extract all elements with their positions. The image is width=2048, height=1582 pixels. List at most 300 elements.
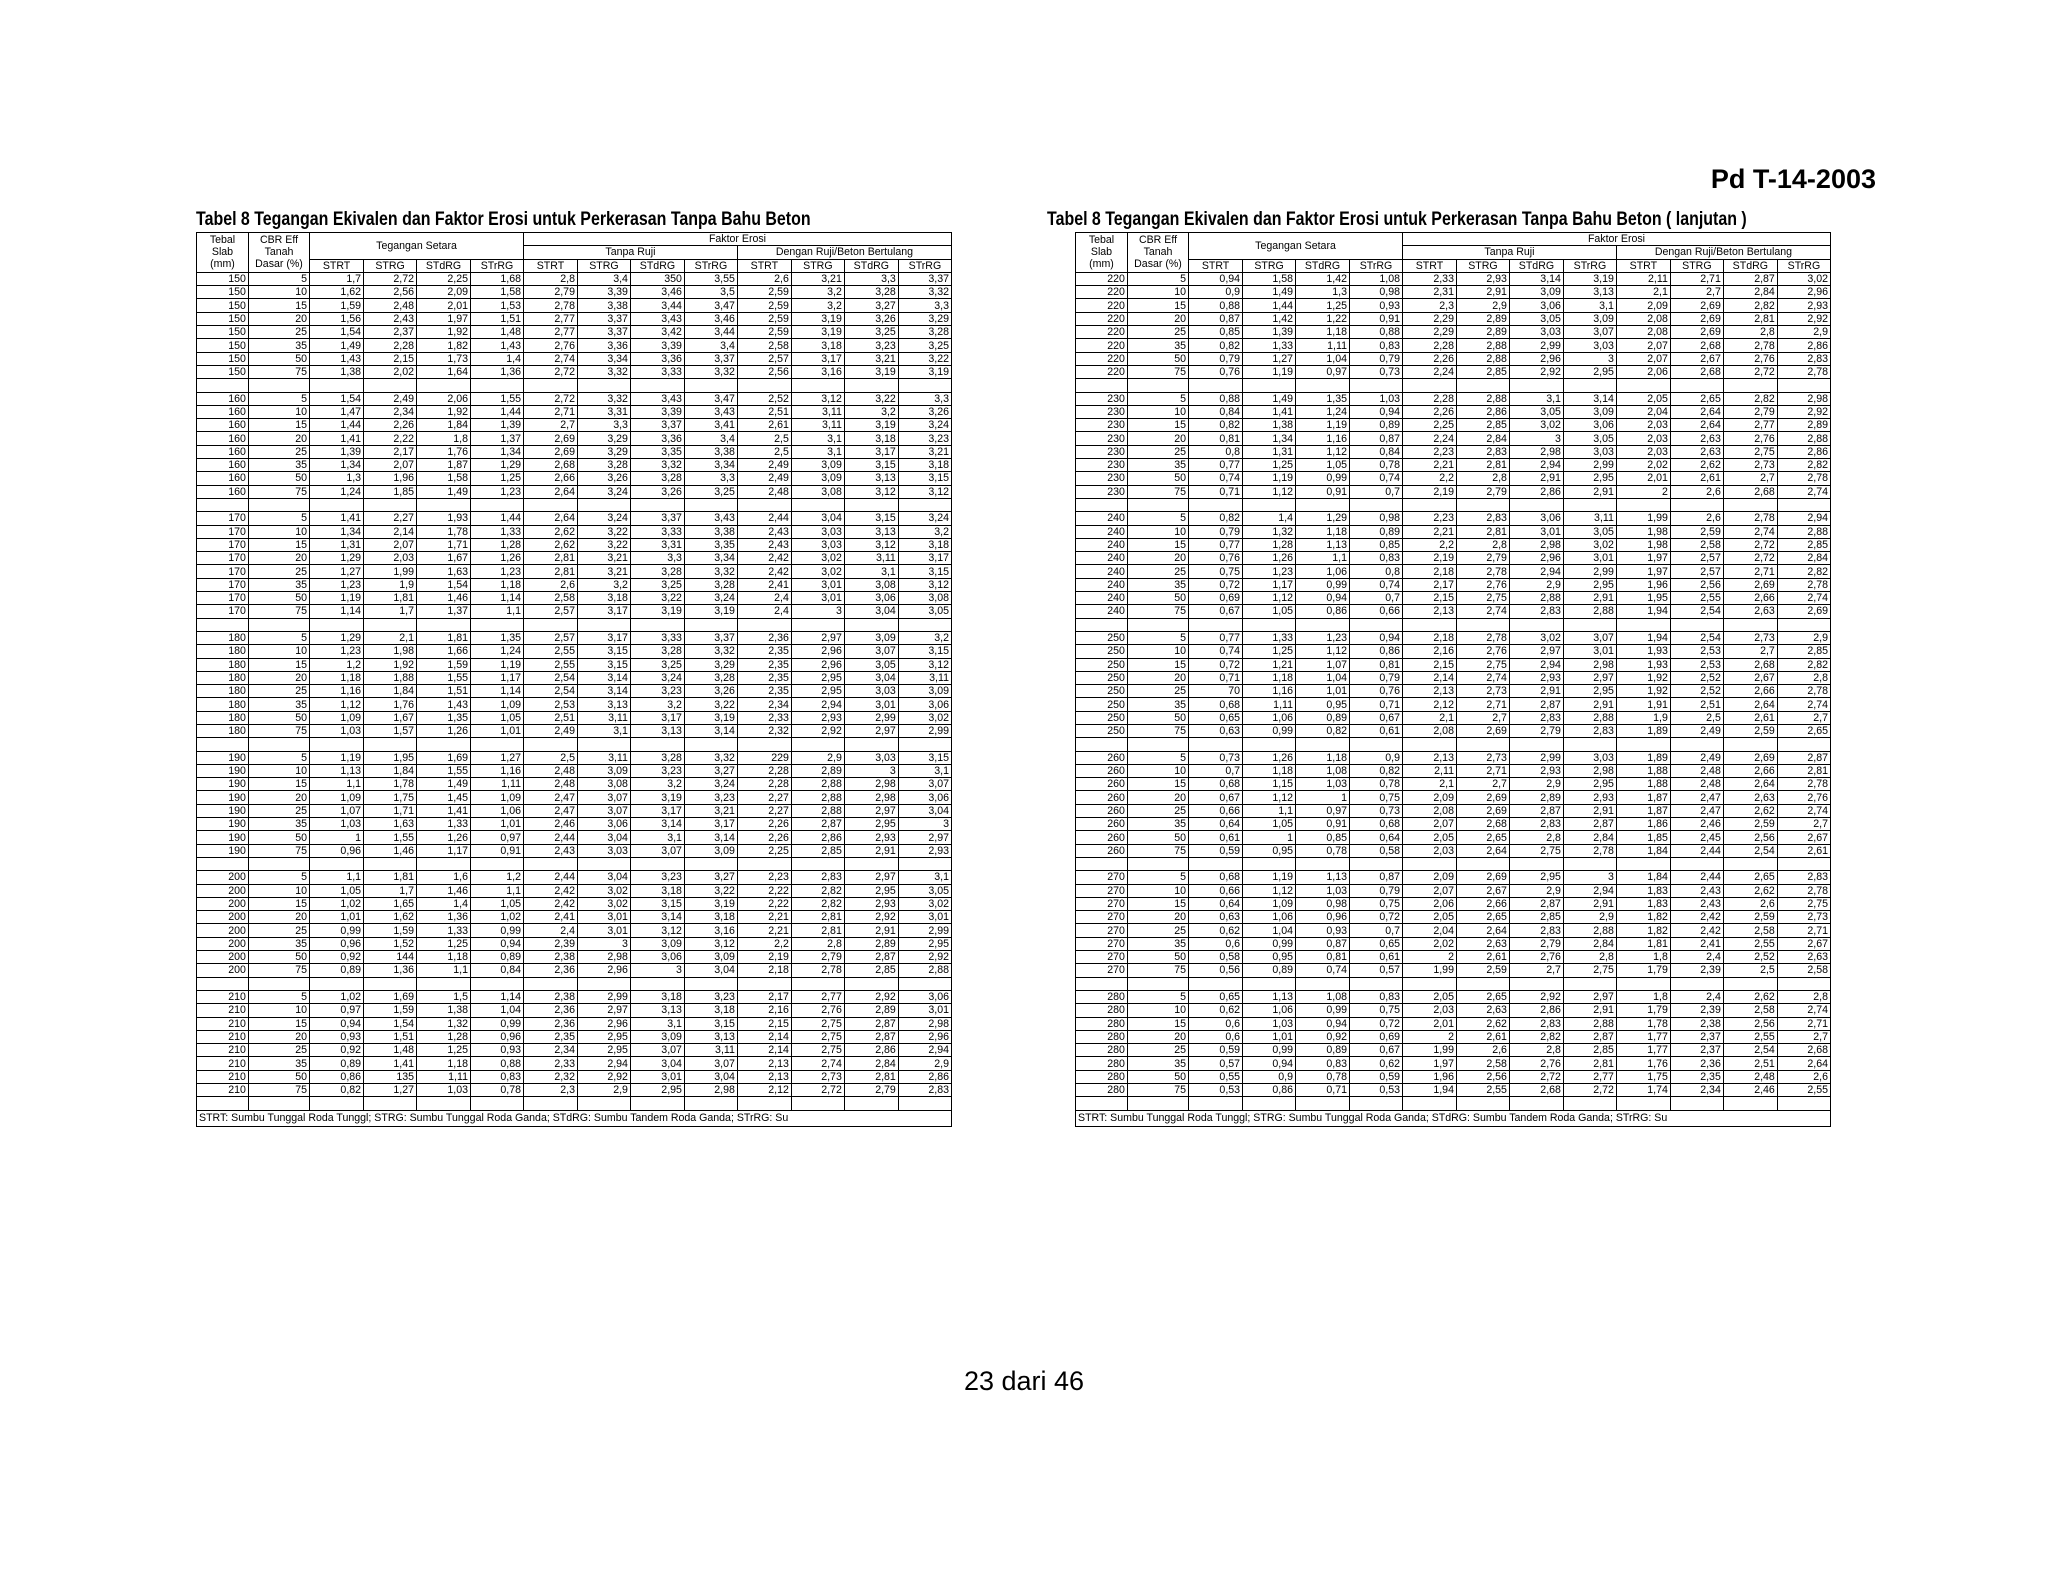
table-cell: 2,02 xyxy=(364,365,417,378)
table-cell: 2,84 xyxy=(1563,831,1616,844)
table-cell: 1,68 xyxy=(471,272,524,285)
table-cell: 3,32 xyxy=(630,459,684,472)
table-cell: 35 xyxy=(1127,459,1188,472)
table-cell: 2,58 xyxy=(737,339,791,352)
empty-cell xyxy=(1616,977,1670,990)
table-cell: 2,62 xyxy=(523,538,577,551)
table-cell: 1,19 xyxy=(1296,419,1350,432)
table-cell: 0,82 xyxy=(1189,512,1243,525)
table-cell: 2,75 xyxy=(1456,658,1509,671)
table-cell: 0,83 xyxy=(1350,552,1403,565)
empty-cell xyxy=(1616,857,1670,870)
table-cell: 2,87 xyxy=(844,1017,898,1030)
table-cell: 2,76 xyxy=(1777,791,1830,804)
table-cell: 2,42 xyxy=(737,565,791,578)
table-cell: 3,32 xyxy=(684,645,737,658)
table-cell: 2,75 xyxy=(1509,844,1563,857)
table-cell: 2,29 xyxy=(1402,312,1456,325)
empty-cell xyxy=(471,1097,524,1110)
table-cell: 2,97 xyxy=(844,871,898,884)
table-cell: 1,64 xyxy=(417,365,471,378)
table-cell: 2,47 xyxy=(523,791,577,804)
table-cell: 1,26 xyxy=(1243,552,1296,565)
table-cell: 0,86 xyxy=(1296,605,1350,618)
table-cell: 2,39 xyxy=(1670,1004,1723,1017)
table-cell: 10 xyxy=(248,645,309,658)
empty-cell xyxy=(197,1097,249,1110)
table-cell: 3,19 xyxy=(630,791,684,804)
table-cell: 3,04 xyxy=(844,671,898,684)
table-cell: 2,95 xyxy=(1509,871,1563,884)
table-cell: 1,05 xyxy=(1243,605,1296,618)
table-cell: 0,73 xyxy=(1350,804,1403,817)
table-cell: 1,97 xyxy=(1402,1057,1456,1070)
table-cell: 1,51 xyxy=(417,685,471,698)
table-cell: 2,94 xyxy=(577,1057,630,1070)
table-cell: 230 xyxy=(1076,485,1128,498)
table-cell: 2,77 xyxy=(1563,1070,1616,1083)
table-cell: 5 xyxy=(1127,871,1188,884)
col-header-stdrg: STdRG xyxy=(630,259,684,272)
table-cell: 3,19 xyxy=(791,326,844,339)
empty-cell xyxy=(1296,977,1350,990)
table-cell: 2,21 xyxy=(1402,525,1456,538)
table-row xyxy=(1076,711,1831,724)
table-cell: 50 xyxy=(248,352,309,365)
table-cell: 270 xyxy=(1076,951,1128,964)
table-cell: 2,59 xyxy=(1723,818,1777,831)
table-cell: 200 xyxy=(197,937,249,950)
table-cell: 2,86 xyxy=(791,831,844,844)
table-row xyxy=(1076,326,1831,339)
col-header-stdrg: STdRG xyxy=(844,259,898,272)
group-spacer-row xyxy=(197,498,952,511)
table-cell: 0,7 xyxy=(1350,924,1403,937)
table-cell: 5 xyxy=(248,990,309,1003)
table-cell: 2,09 xyxy=(1402,871,1456,884)
table-cell: 0,62 xyxy=(1350,1057,1403,1070)
table-cell: 2,83 xyxy=(1509,1017,1563,1030)
table-cell: 1,04 xyxy=(1296,352,1350,365)
table-cell: 1,34 xyxy=(310,525,364,538)
table-cell: 2,26 xyxy=(1402,352,1456,365)
table-cell: 0,59 xyxy=(1189,1044,1243,1057)
table-cell: 2,51 xyxy=(1723,1057,1777,1070)
table-cell: 2,68 xyxy=(1777,1044,1830,1057)
table-cell: 2,55 xyxy=(1670,592,1723,605)
table-cell: 190 xyxy=(197,791,249,804)
table-cell: 200 xyxy=(197,924,249,937)
col-header-strg: STRG xyxy=(1670,259,1723,272)
table-cell: 3,02 xyxy=(577,897,630,910)
table-cell: 35 xyxy=(1127,578,1188,591)
table-cell: 2,15 xyxy=(737,1017,791,1030)
table-cell: 2,68 xyxy=(1723,485,1777,498)
table-cell: 220 xyxy=(1076,352,1128,365)
table-cell: 3,12 xyxy=(898,658,951,671)
table-cell: 2,46 xyxy=(523,818,577,831)
table-cell: 1,12 xyxy=(1243,485,1296,498)
empty-cell xyxy=(197,738,249,751)
table-cell: 2,58 xyxy=(1670,538,1723,551)
table-row xyxy=(197,911,952,924)
empty-cell xyxy=(684,857,737,870)
table-cell: 0,67 xyxy=(1350,1044,1403,1057)
table-cell: 0,84 xyxy=(471,964,524,977)
table-cell: 2,78 xyxy=(1456,565,1509,578)
table-cell: 3,11 xyxy=(1563,512,1616,525)
table-cell: 0,92 xyxy=(310,1044,364,1057)
table-cell: 2,49 xyxy=(737,472,791,485)
table-cell: 1,06 xyxy=(1243,911,1296,924)
table-cell: 1,19 xyxy=(471,658,524,671)
table-cell: 2,82 xyxy=(1777,459,1830,472)
table-cell: 2,8 xyxy=(1509,1044,1563,1057)
table-cell: 2,85 xyxy=(1777,538,1830,551)
table-cell: 2,36 xyxy=(523,964,577,977)
table-cell: 3 xyxy=(577,937,630,950)
table-cell: 0,71 xyxy=(1189,671,1243,684)
empty-cell xyxy=(1350,857,1403,870)
col-header-strg: STRG xyxy=(577,259,630,272)
table-cell: 1,67 xyxy=(364,711,417,724)
table-cell: 2,23 xyxy=(1402,512,1456,525)
table-cell: 70 xyxy=(1189,685,1243,698)
table-cell: 2,92 xyxy=(844,911,898,924)
table-row xyxy=(197,924,952,937)
table-cell: 2,92 xyxy=(1509,990,1563,1003)
table-cell: 1,27 xyxy=(1243,352,1296,365)
table-cell: 1,25 xyxy=(1243,459,1296,472)
table-cell: 1,87 xyxy=(1616,791,1670,804)
col-header-cbr-line: Dasar (%) xyxy=(255,258,303,271)
table-cell: 2,4 xyxy=(1670,951,1723,964)
table-row xyxy=(1076,751,1831,764)
table-row xyxy=(197,525,952,538)
table-cell: 2,43 xyxy=(1670,897,1723,910)
empty-cell xyxy=(364,857,417,870)
table-cell: 10 xyxy=(1127,645,1188,658)
table-cell: 2,51 xyxy=(737,405,791,418)
table-row xyxy=(197,658,952,671)
table-cell: 2,75 xyxy=(791,1030,844,1043)
table-row xyxy=(1076,1030,1831,1043)
table-cell: 0,62 xyxy=(1189,1004,1243,1017)
table-cell: 3,32 xyxy=(684,565,737,578)
table-cell: 2,73 xyxy=(791,1070,844,1083)
table-cell: 25 xyxy=(1127,924,1188,937)
empty-cell xyxy=(197,498,249,511)
table-cell: 3,33 xyxy=(630,631,684,644)
empty-cell xyxy=(248,498,309,511)
table-cell: 25 xyxy=(1127,445,1188,458)
col-header-stdrg: STdRG xyxy=(1509,259,1563,272)
empty-cell xyxy=(1402,857,1456,870)
table-cell: 15 xyxy=(248,1017,309,1030)
table-cell: 250 xyxy=(1076,631,1128,644)
table-cell: 2,95 xyxy=(577,1044,630,1057)
table-row xyxy=(1076,392,1831,405)
table-cell: 2,91 xyxy=(1563,804,1616,817)
table-cell: 2,6 xyxy=(523,578,577,591)
table-cell: 3,09 xyxy=(684,951,737,964)
table-cell: 2,79 xyxy=(523,286,577,299)
empty-cell xyxy=(523,498,577,511)
table-cell: 0,82 xyxy=(1296,724,1350,737)
table-cell: 160 xyxy=(197,472,249,485)
table-cell: 2,64 xyxy=(523,512,577,525)
table-cell: 1,49 xyxy=(417,485,471,498)
table-cell: 2,48 xyxy=(1670,764,1723,777)
table-cell: 2,07 xyxy=(1402,884,1456,897)
table-cell: 2,74 xyxy=(1777,698,1830,711)
table-cell: 2,92 xyxy=(1777,312,1830,325)
table-cell: 2,95 xyxy=(844,818,898,831)
table-cell: 2,44 xyxy=(737,512,791,525)
table-cell: 1,38 xyxy=(1243,419,1296,432)
empty-cell xyxy=(684,1097,737,1110)
table-cell: 1,54 xyxy=(364,1017,417,1030)
table-row xyxy=(197,312,952,325)
table-cell: 1,81 xyxy=(364,592,417,605)
table-cell: 0,57 xyxy=(1350,964,1403,977)
table-cell: 3,36 xyxy=(630,352,684,365)
table-cell: 3,28 xyxy=(630,565,684,578)
table-cell: 1,62 xyxy=(310,286,364,299)
empty-cell xyxy=(1616,379,1670,392)
table-cell: 0,9 xyxy=(1350,751,1403,764)
table-cell: 2,51 xyxy=(1670,698,1723,711)
empty-cell xyxy=(310,1097,364,1110)
table-cell: 2,74 xyxy=(523,352,577,365)
table-cell: 2,43 xyxy=(364,312,417,325)
table-cell: 2,77 xyxy=(523,312,577,325)
table-cell: 3,12 xyxy=(844,538,898,551)
table-cell: 2,95 xyxy=(898,937,951,950)
table-cell: 200 xyxy=(197,871,249,884)
table-cell: 2,8 xyxy=(1777,990,1830,1003)
table-cell: 3,11 xyxy=(577,711,630,724)
table-cell: 1,56 xyxy=(310,312,364,325)
table-cell: 3,25 xyxy=(630,578,684,591)
table-cell: 2,64 xyxy=(1670,419,1723,432)
table-cell: 2,86 xyxy=(1509,485,1563,498)
table-cell: 1,07 xyxy=(1296,658,1350,671)
table-cell: 2,91 xyxy=(1563,1004,1616,1017)
table-cell: 0,76 xyxy=(1189,365,1243,378)
table-cell: 0,99 xyxy=(1243,1044,1296,1057)
empty-cell xyxy=(1777,857,1830,870)
table-cell: 3,07 xyxy=(630,844,684,857)
table-cell: 3 xyxy=(898,818,951,831)
table-cell: 2,83 xyxy=(1456,445,1509,458)
table-row xyxy=(197,339,952,352)
table-cell: 0,94 xyxy=(1243,1057,1296,1070)
table-cell: 1,8 xyxy=(1616,951,1670,964)
table-cell: 2,76 xyxy=(1456,645,1509,658)
table-cell: 2,54 xyxy=(523,685,577,698)
table-cell: 2,88 xyxy=(1456,392,1509,405)
table-cell: 3,07 xyxy=(1563,631,1616,644)
table-cell: 0,56 xyxy=(1189,964,1243,977)
table-cell: 2,91 xyxy=(1456,286,1509,299)
table-cell: 180 xyxy=(197,724,249,737)
col-header-strrg: STrRG xyxy=(1777,259,1830,272)
empty-cell xyxy=(684,498,737,511)
table-cell: 3,14 xyxy=(577,685,630,698)
table-cell: 2,99 xyxy=(1563,459,1616,472)
table-cell: 2,78 xyxy=(1563,844,1616,857)
table-cell: 3,15 xyxy=(630,897,684,910)
table-cell: 2,36 xyxy=(523,1017,577,1030)
table-cell: 2,65 xyxy=(1456,911,1509,924)
table-row xyxy=(1076,445,1831,458)
table-cell: 5 xyxy=(248,392,309,405)
col-header-cbr-line: Dasar (%) xyxy=(1134,258,1182,271)
table-cell: 2,93 xyxy=(1456,272,1509,285)
table-cell: 2,67 xyxy=(1723,671,1777,684)
table-cell: 1,84 xyxy=(1616,844,1670,857)
table-cell: 0,89 xyxy=(1350,525,1403,538)
table-cell: 2,36 xyxy=(523,1004,577,1017)
table-cell: 1,49 xyxy=(1243,286,1296,299)
table-cell: 2,63 xyxy=(1456,937,1509,950)
empty-cell xyxy=(1777,618,1830,631)
table-cell: 3,05 xyxy=(898,884,951,897)
table-cell: 3,24 xyxy=(577,485,630,498)
table-cell: 2,49 xyxy=(523,724,577,737)
table-cell: 35 xyxy=(248,698,309,711)
table-cell: 220 xyxy=(1076,299,1128,312)
table-cell: 3,19 xyxy=(791,312,844,325)
table-cell: 2,58 xyxy=(1456,1057,1509,1070)
table-cell: 2,48 xyxy=(364,299,417,312)
table-cell: 0,97 xyxy=(1296,804,1350,817)
table-cell: 0,98 xyxy=(1350,512,1403,525)
table-cell: 3,55 xyxy=(684,272,737,285)
table-row xyxy=(1076,924,1831,937)
table-row xyxy=(197,1044,952,1057)
table-cell: 10 xyxy=(248,405,309,418)
table-cell: 2,5 xyxy=(1670,711,1723,724)
table-cell: 3,01 xyxy=(791,578,844,591)
table-cell: 1,87 xyxy=(1616,804,1670,817)
table-cell: 3,07 xyxy=(577,791,630,804)
table-cell: 0,99 xyxy=(471,924,524,937)
empty-cell xyxy=(577,618,630,631)
empty-cell xyxy=(737,977,791,990)
table-cell: 2,26 xyxy=(737,831,791,844)
table-cell: 1,69 xyxy=(417,751,471,764)
table-cell: 0,97 xyxy=(310,1004,364,1017)
table-cell: 2,1 xyxy=(1402,711,1456,724)
table-cell: 3 xyxy=(1509,432,1563,445)
table-cell: 1,11 xyxy=(417,1070,471,1083)
table-cell: 35 xyxy=(1127,698,1188,711)
table-cell: 3,08 xyxy=(791,485,844,498)
table-cell: 3,37 xyxy=(577,326,630,339)
table-cell: 3,02 xyxy=(1509,419,1563,432)
table-cell: 2,55 xyxy=(523,645,577,658)
table-cell: 0,65 xyxy=(1189,711,1243,724)
empty-cell xyxy=(310,977,364,990)
table-cell: 2,92 xyxy=(1509,365,1563,378)
table-cell: 2,89 xyxy=(1456,312,1509,325)
table-cell: 150 xyxy=(197,365,249,378)
empty-cell xyxy=(1127,977,1188,990)
table-cell: 2,66 xyxy=(1723,592,1777,605)
table-cell: 1,76 xyxy=(364,698,417,711)
table-cell: 3,15 xyxy=(844,512,898,525)
table-cell: 3,09 xyxy=(791,459,844,472)
table-cell: 2,22 xyxy=(364,432,417,445)
table-cell: 2,71 xyxy=(1456,698,1509,711)
table-cell: 0,82 xyxy=(1350,764,1403,777)
table-cell: 15 xyxy=(1127,778,1188,791)
table-cell: 150 xyxy=(197,352,249,365)
table-cell: 3,25 xyxy=(630,658,684,671)
table-cell: 3,27 xyxy=(684,764,737,777)
table-cell: 2,81 xyxy=(791,924,844,937)
table-cell: 240 xyxy=(1076,565,1128,578)
table-cell: 3,13 xyxy=(630,1004,684,1017)
table-cell: 1,14 xyxy=(310,605,364,618)
table-cell: 2,95 xyxy=(1563,685,1616,698)
table-cell: 3,4 xyxy=(684,339,737,352)
table-cell: 2,23 xyxy=(737,871,791,884)
table-cell: 15 xyxy=(248,778,309,791)
table-cell: 3,24 xyxy=(684,778,737,791)
table-cell: 2,22 xyxy=(737,897,791,910)
table-cell: 0,86 xyxy=(310,1070,364,1083)
table-cell: 1,35 xyxy=(1296,392,1350,405)
table-cell: 2,59 xyxy=(1670,525,1723,538)
table-cell: 3,11 xyxy=(898,671,951,684)
table-cell: 160 xyxy=(197,419,249,432)
table-cell: 3,2 xyxy=(791,299,844,312)
table-cell: 3,34 xyxy=(684,552,737,565)
table-cell: 2,8 xyxy=(1723,326,1777,339)
table-cell: 1,24 xyxy=(310,485,364,498)
table-cell: 2,54 xyxy=(1670,631,1723,644)
table-cell: 3,1 xyxy=(791,432,844,445)
empty-cell xyxy=(417,977,471,990)
table-row xyxy=(1076,405,1831,418)
table-cell: 35 xyxy=(1127,937,1188,950)
table-cell: 1,86 xyxy=(1616,818,1670,831)
table-cell: 0,96 xyxy=(471,1030,524,1043)
table-cell: 0,98 xyxy=(1350,286,1403,299)
table-cell: 0,81 xyxy=(1189,432,1243,445)
table-cell: 2,11 xyxy=(1402,764,1456,777)
col-header-tebal-line: (mm) xyxy=(210,258,235,271)
table-cell: 1,94 xyxy=(1616,631,1670,644)
table-cell: 1,28 xyxy=(417,1030,471,1043)
table-cell: 15 xyxy=(1127,299,1188,312)
table-cell: 2,72 xyxy=(364,272,417,285)
empty-cell xyxy=(1456,857,1509,870)
table-cell: 2,48 xyxy=(1670,778,1723,791)
table-cell: 3,24 xyxy=(630,671,684,684)
empty-cell xyxy=(1777,498,1830,511)
empty-cell xyxy=(1670,498,1723,511)
table-cell: 2,78 xyxy=(791,964,844,977)
table-cell: 1,01 xyxy=(471,818,524,831)
table-cell: 2,94 xyxy=(898,1044,951,1057)
table-cell: 2,54 xyxy=(1670,605,1723,618)
table-cell: 2,47 xyxy=(1670,804,1723,817)
table-cell: 35 xyxy=(248,339,309,352)
